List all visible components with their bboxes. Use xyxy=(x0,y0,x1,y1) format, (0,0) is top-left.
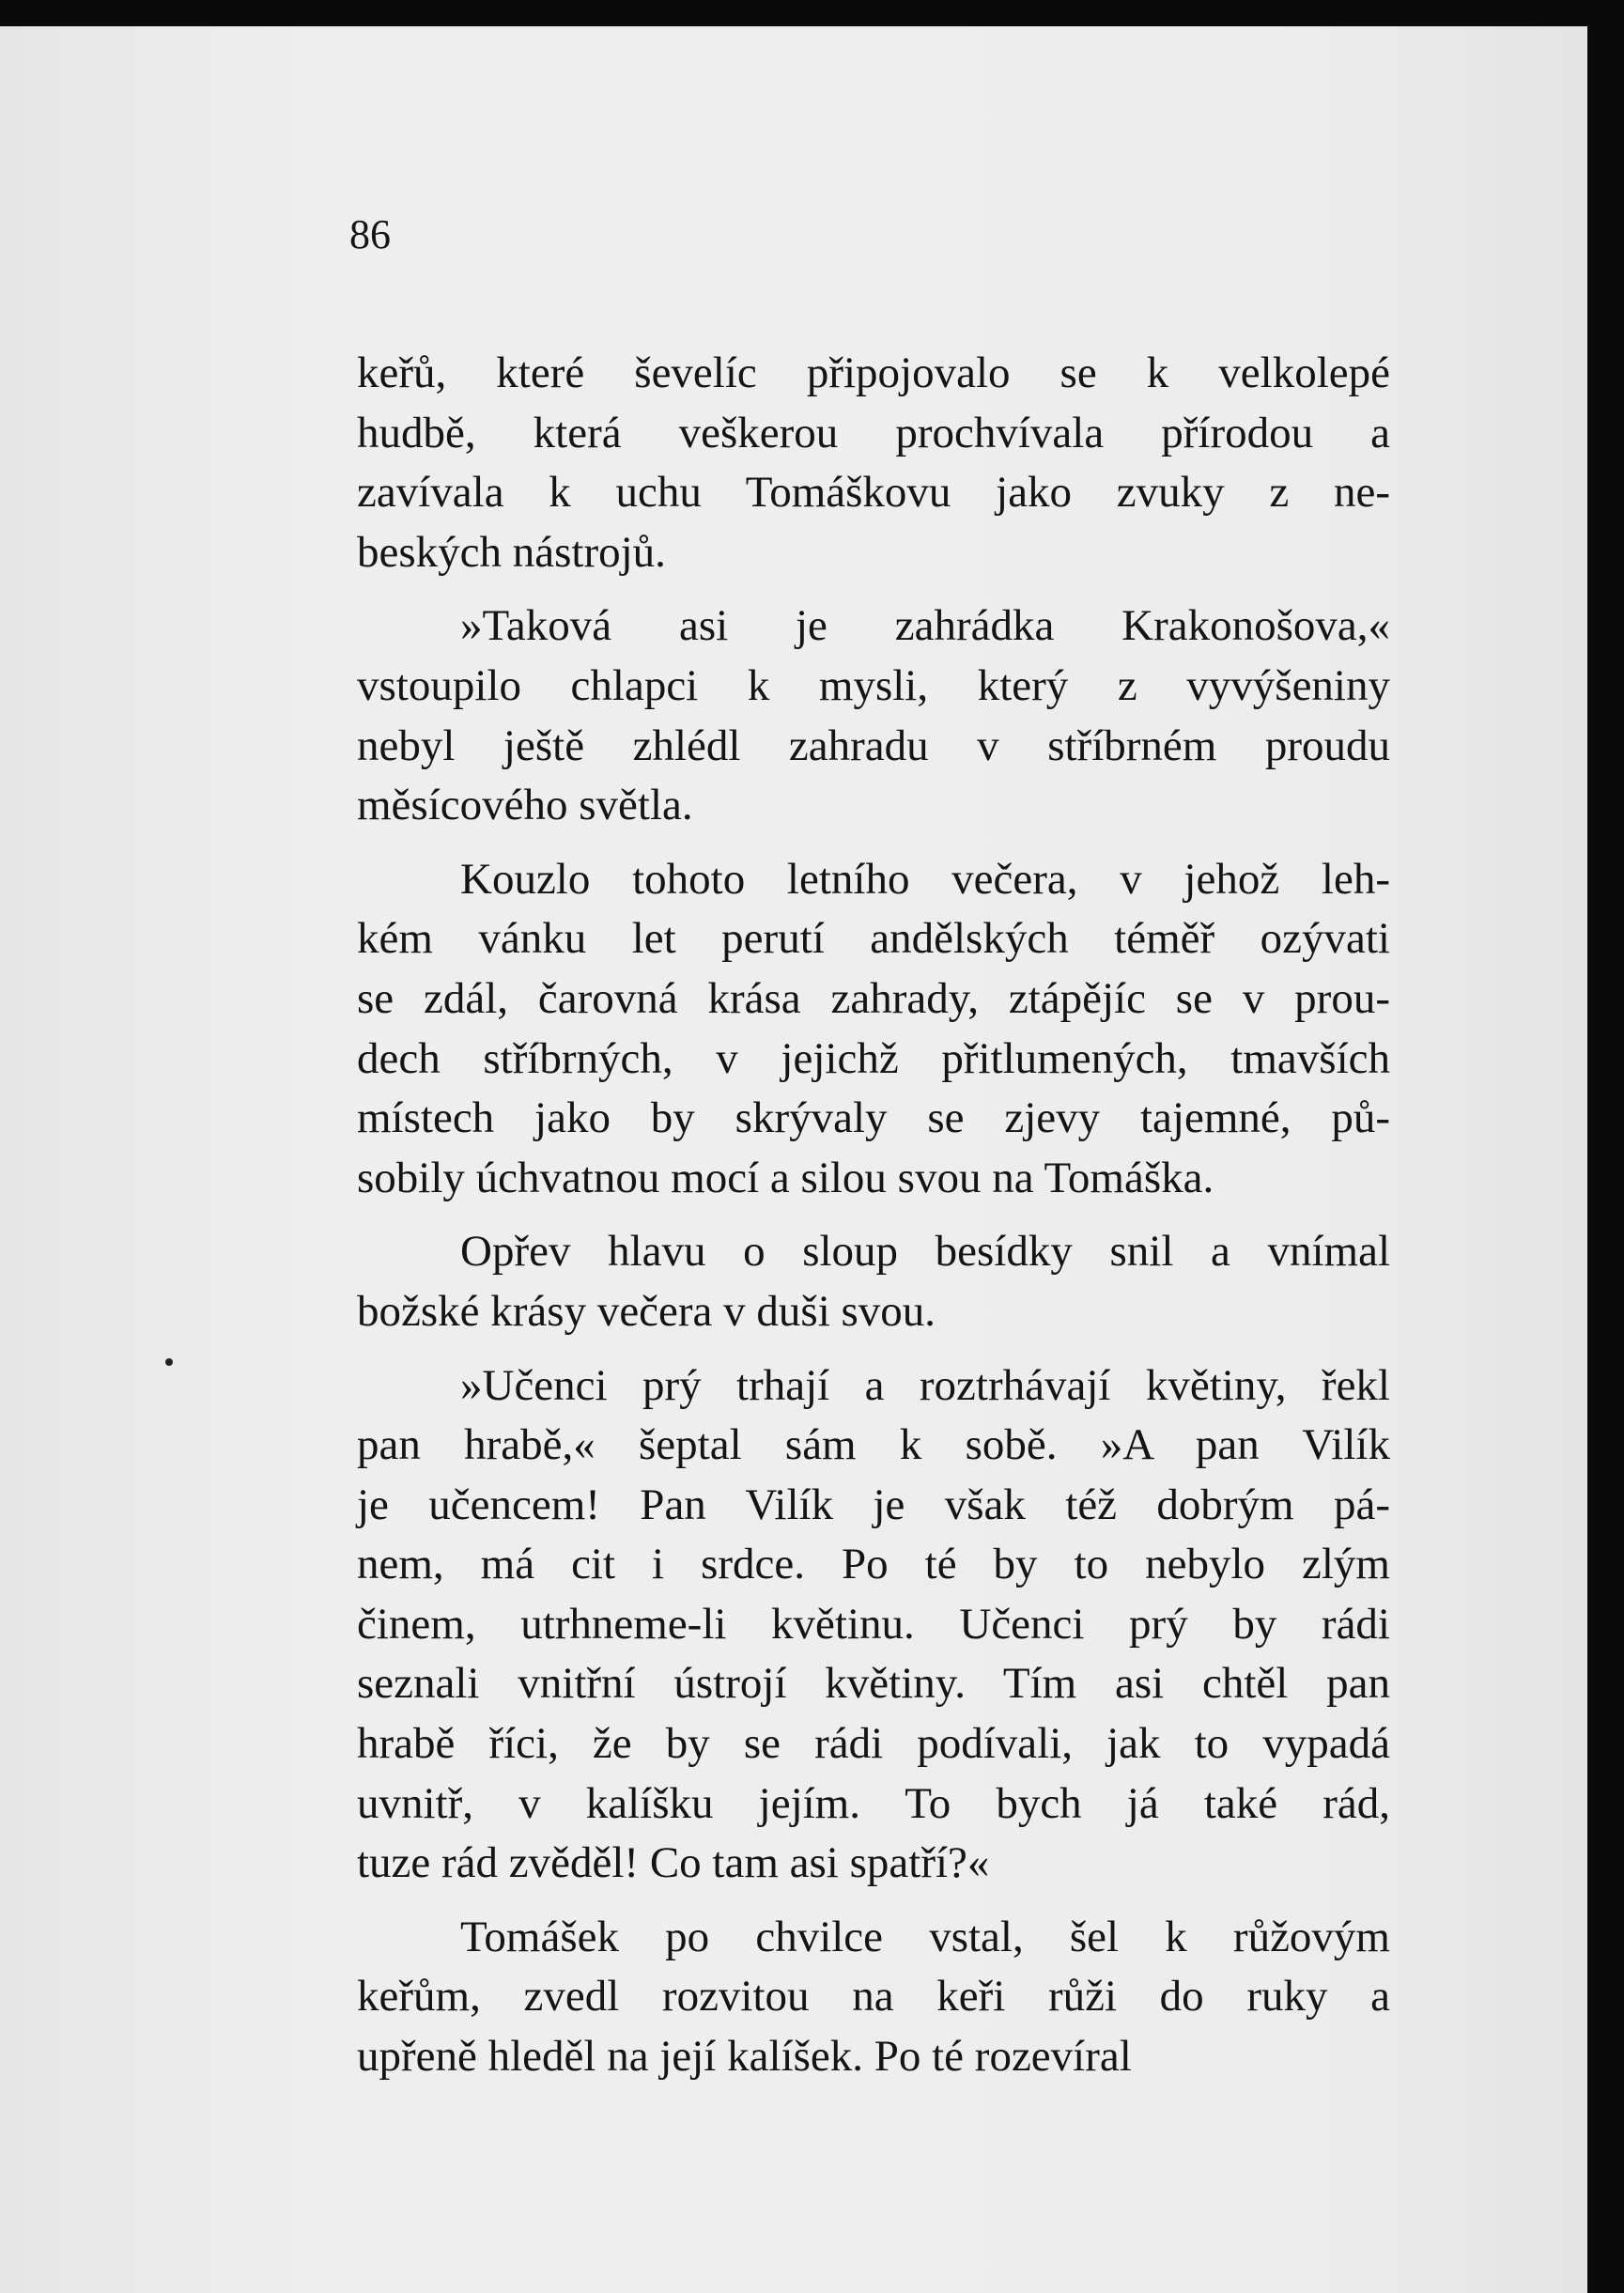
text-line: hrabě říci, že by se rádi podívali, jak to vypadá xyxy=(357,1719,1390,1769)
text-line: kém vánku let perutí andělských téměř ozývati xyxy=(357,914,1390,964)
book-page xyxy=(0,26,1587,2293)
text-line: upřeně hleděl na její kalíšek. Po té rozevíral xyxy=(357,2032,1132,2082)
text-line: dech stříbrných, v jejichž přitlumených, tmavších xyxy=(357,1033,1390,1083)
text-line: se zdál, čarovná krása zahrady, ztápějíc se v prou- xyxy=(357,973,1390,1023)
text-line: božské krásy večera v duši svou. xyxy=(357,1286,936,1336)
text-line: hudbě, která veškerou prochvívala přírodou a xyxy=(357,408,1390,457)
text-line: »Taková asi je zahrádka Krakonošova,« xyxy=(460,601,1390,651)
text-line: sobily úchvatnou mocí a silou svou na Tomáška. xyxy=(357,1153,1214,1202)
text-line: nebyl ještě zhlédl zahradu v stříbrném proudu xyxy=(357,720,1390,770)
body-text xyxy=(357,344,1390,2101)
page-number: 86 xyxy=(349,211,391,257)
paragraph xyxy=(357,1356,1390,1894)
text-line: tuze rád zvěděl! Co tam asi spatří?« xyxy=(357,1838,990,1888)
text-line: uvnitř, v kalíšku jejím. To bych já také rád, xyxy=(357,1778,1390,1828)
paragraph xyxy=(357,1222,1390,1341)
text-line: vstoupilo chlapci k mysli, který z vyvýšeniny xyxy=(357,660,1390,710)
text-line: Tomášek po chvilce vstal, šel k růžovým xyxy=(460,1912,1390,1961)
text-line: Kouzlo tohoto letního večera, v jehož leh- xyxy=(460,854,1390,904)
paragraph xyxy=(357,1908,1390,2087)
paragraph xyxy=(357,344,1390,582)
paragraph xyxy=(357,850,1390,1209)
text-line: pan hrabě,« šeptal sám k sobě. »A pan Vilík xyxy=(357,1420,1390,1470)
paper-speck xyxy=(165,1358,173,1366)
text-line: místech jako by skrývaly se zjevy tajemné, pů- xyxy=(357,1093,1390,1143)
text-line: činem, utrhneme-li květinu. Učenci prý by rádi xyxy=(357,1599,1390,1649)
text-line: měsícového světla. xyxy=(357,781,693,830)
text-line: nem, má cit i srdce. Po té by to nebylo zlým xyxy=(357,1540,1390,1589)
text-line: keřů, které ševelíc připojovalo se k velkolepé xyxy=(357,349,1390,397)
text-line: »Učenci prý trhají a roztrhávají květiny, řekl xyxy=(460,1360,1390,1410)
text-line: beských nástrojů. xyxy=(357,527,666,577)
text-line: zavívala k uchu Tomáškovu jako zvuky z ne- xyxy=(357,468,1390,518)
text-line: je učencem! Pan Vilík je však též dobrým pá- xyxy=(357,1480,1390,1529)
text-line: seznali vnitřní ústrojí květiny. Tím asi chtěl pan xyxy=(357,1659,1390,1709)
paragraph xyxy=(357,596,1390,835)
text-line: keřům, zvedl rozvitou na keři růži do ruky a xyxy=(357,1972,1390,2022)
text-line: Opřev hlavu o sloup besídky snil a vnímal xyxy=(460,1227,1390,1277)
